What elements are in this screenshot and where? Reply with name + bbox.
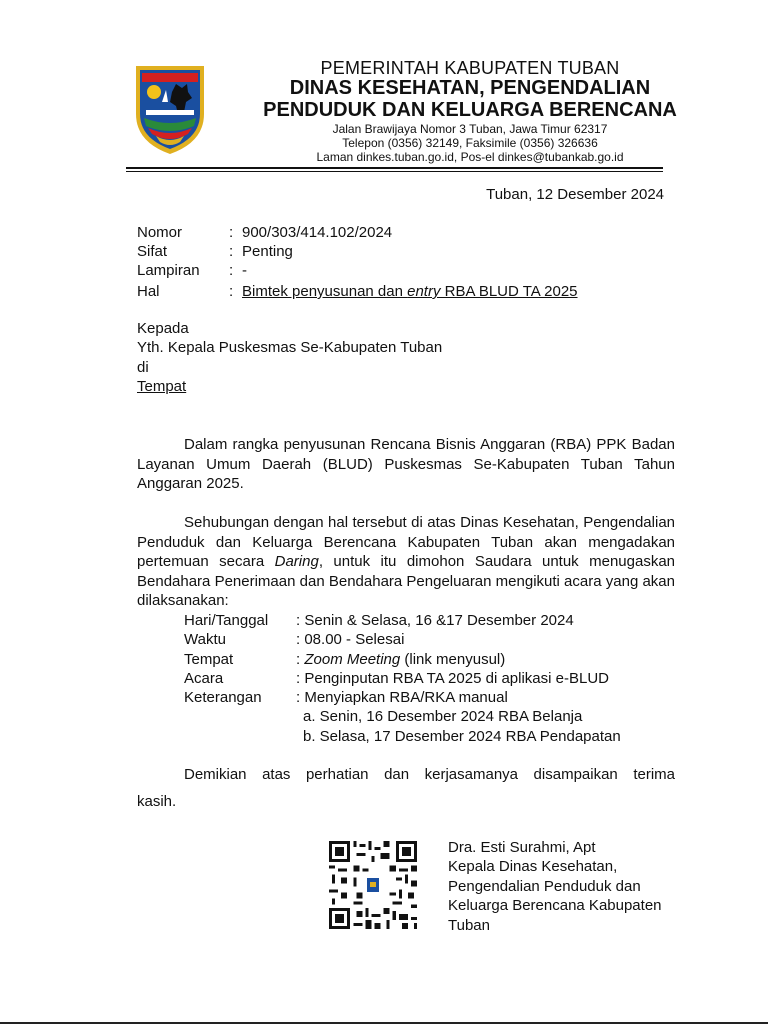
recipient-name: Yth. Kepala Puskesmas Se-Kabupaten Tuban [137,339,443,356]
event-label-agenda: Acara [184,670,224,687]
meta-value-hal: Bimtek penyusunan dan entry RBA BLUD TA 2025 [242,283,578,300]
signatory-title-line3: Keluarga Berencana Kabupaten [448,897,662,915]
notes-item-b: b. Selasa, 17 Desember 2024 RBA Pendapatan [303,728,621,745]
letterhead-government: PEMERINTAH KABUPATEN TUBAN [320,58,620,78]
closing-line-1: Demikian atas perhatian dan kerjasamanya disampaikan terima [184,766,675,783]
meta-label-nomor: Nomor [137,224,183,241]
signatory-name: Dra. Esti Surahmi, Apt [448,839,596,856]
meta-colon: : [229,262,234,279]
recipient-di: di [137,359,149,376]
place-date: Tuban, 12 Desember 2024 [486,186,664,203]
signatory-title-line4: Tuban [448,916,490,934]
closing-line-2: kasih. [137,793,177,810]
letterhead-web-email: Laman dinkes.tuban.go.id, Pos-el dinkes@tubankab.go.id [316,150,624,164]
signatory-title-line1: Kepala Dinas Kesehatan, [448,858,618,876]
event-value-notes: : Menyiapkan RBA/RKA manual [296,689,508,706]
letterhead-department-line1: DINAS KESEHATAN, PENGENDALIAN [289,77,651,99]
letterhead-phone-fax: Telepon (0356) 32149, Faksimile (0356) 326636 [342,136,598,150]
notes-item-a: a. Senin, 16 Desember 2024 RBA Belanja [303,708,583,725]
event-value-place: : Zoom Meeting (link menyusul) [296,651,506,668]
event-value-agenda: : Penginputan RBA TA 2025 di aplikasi e-BLUD [296,670,609,687]
letterhead-department-line2: PENDUDUK DAN KELUARGA BERENCANA [263,99,677,121]
recipient-kepada: Kepada [137,320,189,337]
tuban-regency-emblem [132,62,208,156]
signature-qr-code [329,841,417,929]
body-paragraph-1: Dalam rangka penyusunan Rencana Bisnis Anggaran (RBA) PPK Badan Layanan Umum Daerah (BLUD) Puskesmas Se-Kabupaten Tuban Tahun Anggaran 2025. [137,436,675,492]
meta-label-sifat: Sifat [137,243,168,260]
event-label-date: Hari/Tanggal [184,612,269,629]
letterhead-divider-thin [126,171,663,172]
recipient-place: Tempat [137,378,187,395]
meta-label-lampiran: Lampiran [137,262,200,279]
event-label-place: Tempat [184,651,234,668]
letterhead-address: Jalan Brawijaya Nomor 3 Tuban, Jawa Timur 62317 [332,122,608,136]
event-label-notes: Keterangan [184,689,262,706]
body-paragraph-2: Sehubungan dengan hal tersebut di atas Dinas Kesehatan, Pengendalian Penduduk dan Keluarga Berencana Kabupaten Tuban akan mengadakan pertemuan secara Daring, untuk itu dimohon Saudara untuk menugaskan Bendahara Penerimaan dan Bendahara Pengeluaran mengikuti acara yang akan dilaksanakan: [137,514,675,609]
meta-value-lampiran: - [242,262,247,279]
meta-colon: : [229,283,234,300]
meta-value-sifat: Penting [242,243,293,260]
event-value-date: : Senin & Selasa, 16 &17 Desember 2024 [296,612,574,629]
signatory-title-line2: Pengendalian Penduduk dan [448,877,641,895]
signature-block [448,838,662,935]
meta-label-hal: Hal [137,283,160,300]
event-value-time: : 08.00 - Selesai [296,631,405,648]
meta-colon: : [229,224,234,241]
meta-value-nomor: 900/303/414.102/2024 [242,224,393,241]
letterhead-divider-thick [126,167,663,169]
event-label-time: Waktu [184,631,226,648]
meta-colon: : [229,243,234,260]
